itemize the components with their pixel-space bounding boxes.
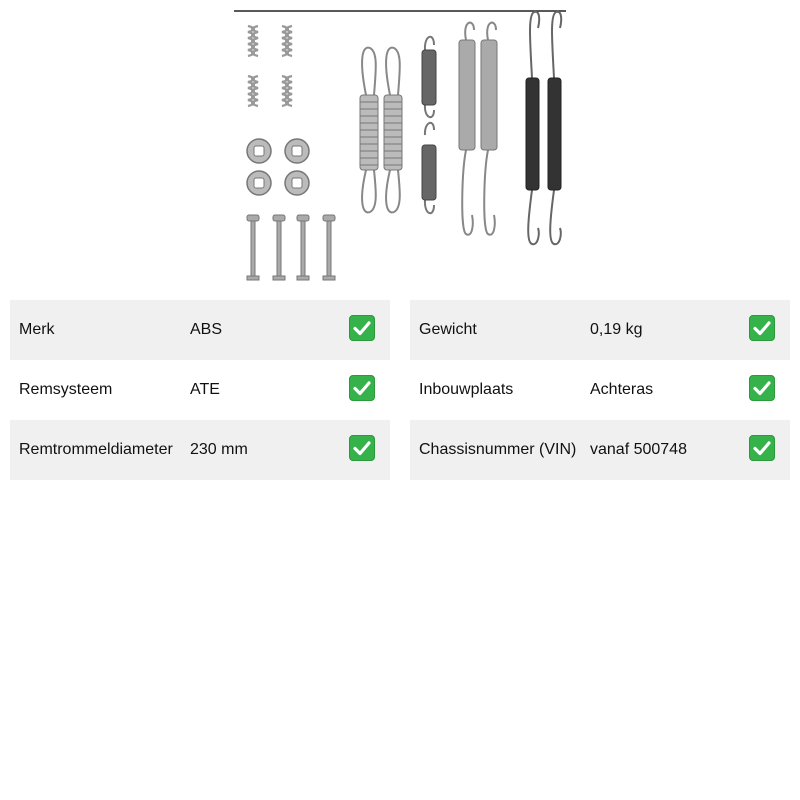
spec-label: Merk	[19, 321, 55, 338]
spec-label: Chassisnummer (VIN)	[419, 441, 577, 458]
spec-row-chassisnummer	[410, 420, 790, 480]
spec-row-gewicht	[410, 300, 790, 360]
spec-value: ATE	[190, 381, 220, 398]
spec-row-remsysteem	[10, 360, 390, 420]
spec-value: 0,19 kg	[590, 321, 643, 338]
check-mark-icon	[749, 315, 775, 341]
spec-table-left	[10, 300, 390, 480]
spec-value: Achteras	[590, 381, 654, 398]
spec-row-inbouwplaats	[410, 360, 790, 420]
product-image	[234, 10, 566, 282]
spec-value: ABS	[190, 321, 223, 338]
check-mark-icon	[749, 375, 775, 401]
check-mark-icon	[349, 315, 375, 341]
spec-label: Remsysteem	[19, 381, 113, 398]
check-mark-icon	[749, 435, 775, 461]
spec-row-merk	[10, 300, 390, 360]
spec-value: 230 mm	[190, 441, 248, 458]
spec-value: vanaf 500748	[590, 441, 687, 458]
spec-label: Gewicht	[419, 321, 477, 338]
spec-label: Inbouwplaats	[419, 381, 514, 398]
spec-label: Remtrommeldiameter	[19, 441, 173, 458]
spec-row-remtrommeldiameter	[10, 420, 390, 480]
brake-spring-kit-image	[234, 10, 566, 282]
check-mark-icon	[349, 375, 375, 401]
check-mark-icon	[349, 435, 375, 461]
spec-table-right	[410, 300, 790, 480]
